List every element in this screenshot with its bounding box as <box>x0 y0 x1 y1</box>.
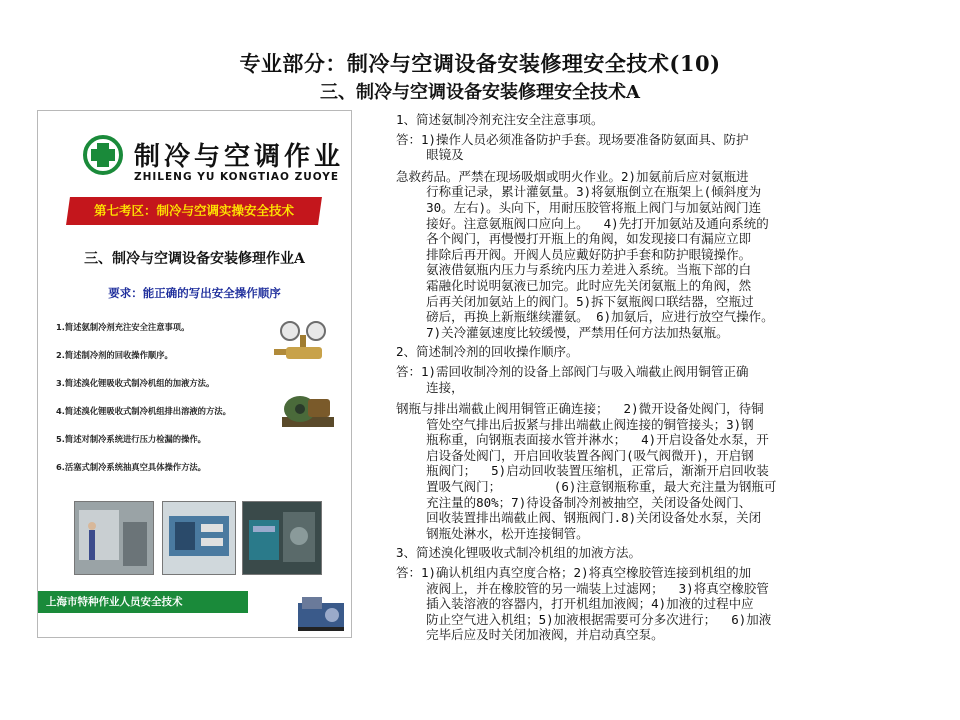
poster-logo <box>38 111 351 193</box>
poster-requirement: 要求：能正确的写出安全操作顺序 <box>108 286 281 300</box>
vacuum-pump-icon <box>278 387 338 431</box>
poster-image <box>37 110 352 638</box>
answer-1-intro: 答：1)操作人员必须准备防护手套。现场要准备防氨面具、防护 <box>396 131 749 147</box>
poster-logo-pinyin: ZHILENG YU KONGTIAO ZUOYE <box>134 171 340 183</box>
machine-room-photo <box>242 501 322 575</box>
poster-item: 5.简述对制冷系统进行压力检漏的操作。 <box>56 434 206 444</box>
poster-logo-text: 制冷与空调作业 <box>134 142 345 172</box>
answer-1-intro-cont: 眼镜及 <box>396 147 464 163</box>
poster-item: 4.简述溴化锂吸收式制冷机组排出溶液的方法。 <box>56 406 231 416</box>
answer-2-intro: 答：1)需回收制冷剂的设备上部阀门与吸入端截止阀用铜管正确 连接， <box>396 363 749 395</box>
equipment-photo <box>162 501 236 575</box>
gauge-icon <box>280 321 300 341</box>
question-1: 1、简述氨制冷剂充注安全注意事项。 <box>396 112 604 127</box>
page-title: 专业部分：制冷与空调设备安装修理安全技术(10) <box>239 51 721 76</box>
poster-item: 2.简述制冷剂的回收操作顺序。 <box>56 350 173 360</box>
question-2: 2、简述制冷剂的回收操作顺序。 <box>396 344 579 360</box>
poster-title: 三、制冷与空调设备安装修理作业A <box>84 251 305 267</box>
poster-item: 3.简述溴化锂吸收式制冷机组的加液方法。 <box>56 378 215 388</box>
poster-item: 1.简述氨制冷剂充注安全注意事项。 <box>56 322 190 332</box>
answer-3: 答：1)确认机组内真空度合格；2)将真空橡胶管连接到机组的加 液阀上，并在橡胶管的另一端装上过滤网； 3)将真空橡胶管 插入装溶液的容器内，打开机组加液阀；4)加液的过程中应 防止空气进入机组；5)加液根据需要可分多次进行； 6)加液 完毕后应及时关闭加液阀，并启动真空泵。 <box>396 565 772 643</box>
answer-1-body: 急救药品。严禁在现场吸烟或明火作业。2)加氨前后应对氨瓶进 行称重记录，累计灌氨量。3)将氨瓶倒立在瓶架上(倾斜度为 30。左右)。头向下，用耐压胶管将瓶上阀门与加氨站阀门连 接好。注意氨瓶阀口应向上。 4)先打开加氨站及通向系统的 各个阀门，再慢慢打开瓶上的角阀，如发现接口有漏应立即 排除后再开阀。开阀人员应戴好防护手套和防护眼镜操作。 氨液借氨瓶内压力与系统内压力差进入系统。当瓶下部的白 霜融化时说明氨液已加完。此时应先关闭氨瓶上的角阀，然 后再关闭加氨站上的阀门。5)拆下氨瓶阀口联结器，空瓶过 磅后，再换上新瓶继续灌氨。 6)加氨后，应进行放空气操作。 7)关冷灌氨速度比较缓慢，严禁用任何方法加热氨瓶。 <box>396 168 774 340</box>
gauge-icon <box>306 321 326 341</box>
valve-icon <box>286 347 322 359</box>
page-subtitle: 三、制冷与空调设备安装修理安全技术A <box>320 82 640 103</box>
poster-item: 6.活塞式制冷系统抽真空具体操作方法。 <box>56 462 206 472</box>
answer-2-body: 钢瓶与排出端截止阀用铜管正确连接； 2)微开设备处阀门，待铜 管处空气排出后扳紧与排出端截止阀连接的铜管接头；3)钢 瓶称重，向钢瓶表面接水管并淋水； 4)开启设备处水泵，开 启设备处阀门，开启回收装置各阀门(吸气阀微开)，开启钢 瓶阀门； 5)启动回收装置压缩机，正常后，渐渐开启回收装 置吸气阀门； (6)注意钢瓶称重，最大充注量为钢瓶可 充注量的80%；7)待设备制冷剂被抽空，关闭设备处阀门、 回收装置排出端截止阀、钢瓶阀门.8)关闭设备处水泵，关闭 钢瓶处淋水，松开连接铜管。 <box>396 401 777 541</box>
compressor-unit-icon <box>296 591 346 633</box>
poster-bottom-banner: 上海市特种作业人员安全技术 <box>38 591 248 613</box>
poster-exam-banner: 第七考区：制冷与空调实操安全技术 <box>66 197 322 225</box>
qa-content <box>396 112 936 643</box>
question-3: 3、简述溴化锂吸收式制冷机组的加液方法。 <box>396 545 642 561</box>
workshop-photo <box>74 501 154 575</box>
